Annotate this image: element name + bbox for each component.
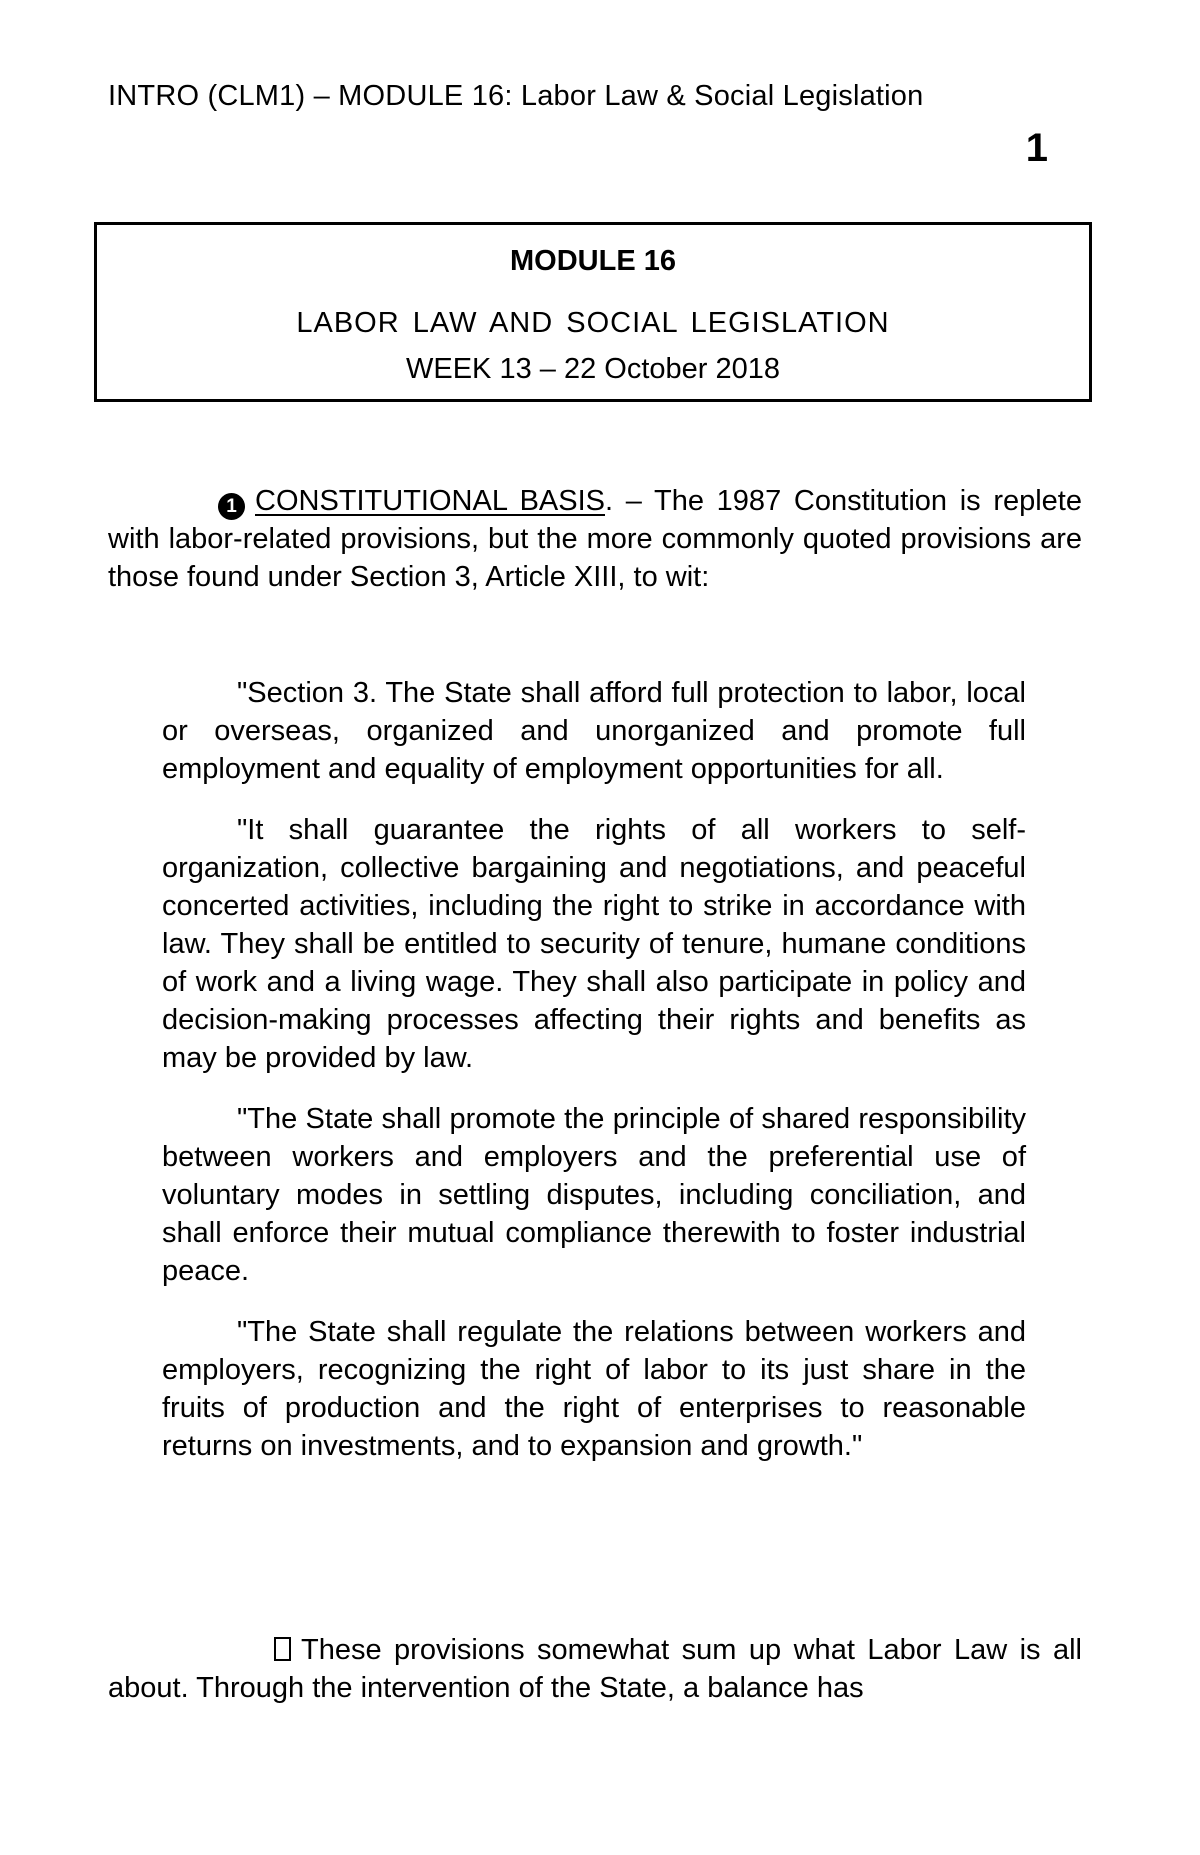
quote-paragraph: "Section 3. The State shall afford full protection to labor, local or overseas, organized and unorganized and promote full employment and equality of employment opportunities for all. [162,677,1026,785]
quote-paragraph: "The State shall regulate the relations between workers and employers, recognizing the right of labor to its just share in the fruits of production and the right of enterprises to reasonable returns on investments, and to expansion and growth." [162,1316,1026,1462]
page-number: 1 [1025,126,1048,170]
quote-paragraph: "It shall guarantee the rights of all workers to self-organization, collective bargaining and negotiations, and peaceful concerted activities, including the right to strike in accordance with law. They shall be entitled to security of tenure, humane conditions of work and a living wage. They shall also participate in policy and decision-making processes affecting their rights and benefits as may be provided by law. [162,814,1026,1074]
module-week: WEEK 13 – 22 October 2018 [406,353,780,385]
constitution-quote-block [162,674,1026,1488]
module-subtitle: LABOR LAW AND SOCIAL LEGISLATION [296,307,890,339]
running-header: INTRO (CLM1) – MODULE 16: Labor Law & Social Legislation [108,80,924,112]
checkbox-glyph-icon [274,1637,291,1661]
section-heading: CONSTITUTIONAL BASIS [255,485,605,517]
quote-paragraph: "The State shall promote the principle of shared responsibility between workers and employers and the preferential use of voluntary modes in settling disputes, including conciliation, and shall enforce their mutual compliance therewith to foster industrial peace. [162,1103,1026,1287]
closing-paragraph [108,1631,1082,1707]
module-title-box [94,222,1092,402]
closing-text: These provisions somewhat sum up what Labor Law is all about. Through the intervention of the State, a balance has [108,1634,1082,1704]
section-intro-text: . – The 1987 Constitution is replete with labor-related provisions, but the more commonly quoted provisions are those found under Section 3, Article XIII, to wit: [108,485,1082,593]
module-title: MODULE 16 [510,245,676,277]
numbered-circle-icon: 1 [218,493,245,520]
section-intro-paragraph [108,482,1082,596]
